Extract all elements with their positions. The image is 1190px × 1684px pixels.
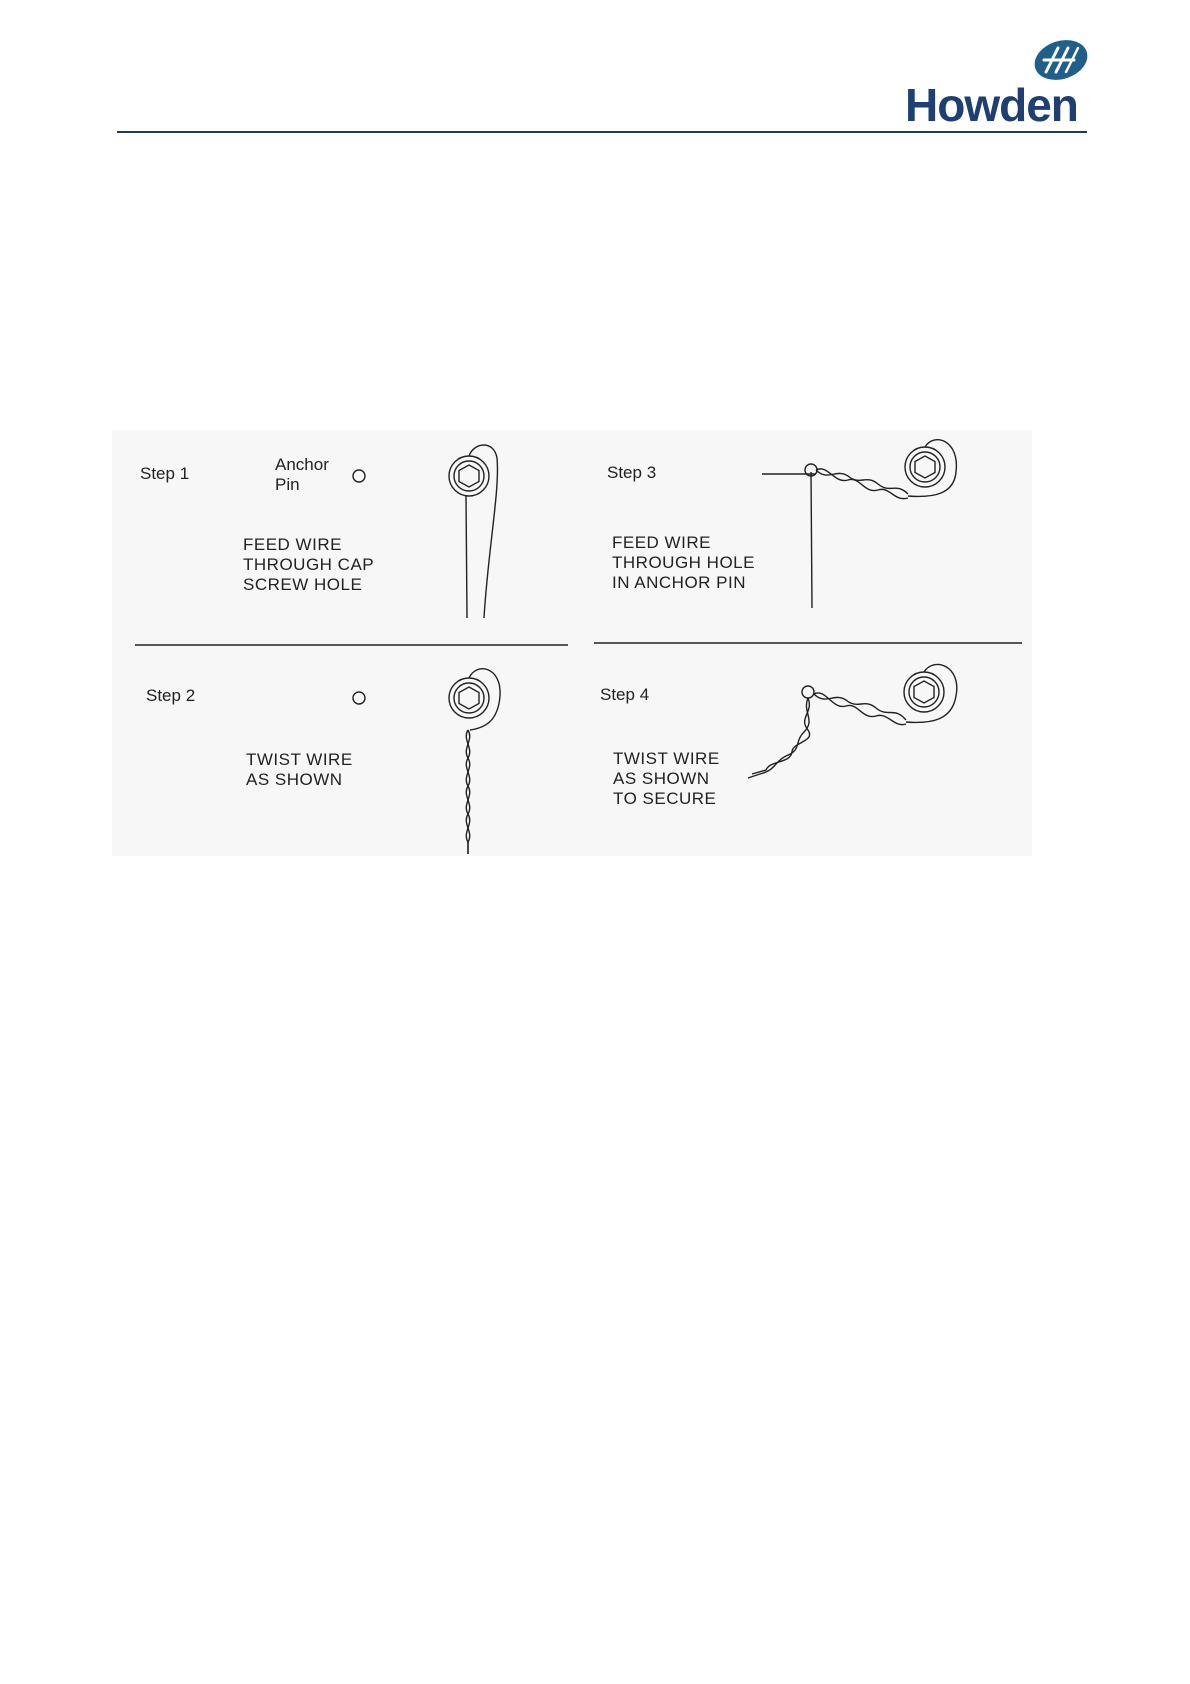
lockwire-drawing — [112, 430, 1032, 856]
step3-instruction-line3: IN ANCHOR PIN — [612, 573, 747, 592]
step1-instruction-line2: THROUGH CAP — [243, 555, 375, 574]
step3-label: Step 3 — [607, 463, 657, 482]
howden-emblem-icon — [1028, 38, 1090, 84]
step3-anchor-pin — [762, 464, 817, 608]
step2-instruction-line2: AS SHOWN — [246, 770, 343, 789]
step4-instruction-line2: AS SHOWN — [613, 769, 710, 788]
step4-label: Step 4 — [600, 685, 650, 704]
step2-anchor-pin — [353, 692, 365, 704]
step1-anchor-label-line1: Anchor — [275, 455, 329, 474]
step3-instruction-line1: FEED WIRE — [612, 533, 711, 552]
step1-instruction-line1: FEED WIRE — [243, 535, 342, 554]
howden-logo — [905, 38, 1090, 131]
header-divider — [117, 131, 1087, 133]
step2-instruction-line1: TWIST WIRE — [246, 750, 353, 769]
step1-label: Step 1 — [140, 464, 190, 483]
step4-anchor-pin — [802, 686, 814, 698]
step3-instruction-line2: THROUGH HOLE — [612, 553, 755, 572]
step2-cap-screw — [449, 669, 500, 854]
step1-anchor-label-line2: Pin — [275, 475, 300, 494]
step4-cap-screw — [748, 664, 957, 778]
step1-instruction-line3: SCREW HOLE — [243, 575, 363, 594]
step3-cap-screw — [816, 440, 956, 499]
step2-label: Step 2 — [146, 686, 196, 705]
step1-cap-screw — [449, 445, 497, 618]
lockwire-steps-figure — [112, 430, 1032, 856]
step4-instruction-line1: TWIST WIRE — [613, 749, 720, 768]
step1-anchor-pin — [353, 470, 365, 482]
logo-wordmark: Howden — [905, 79, 1078, 131]
step4-instruction-line3: TO SECURE — [613, 789, 717, 808]
